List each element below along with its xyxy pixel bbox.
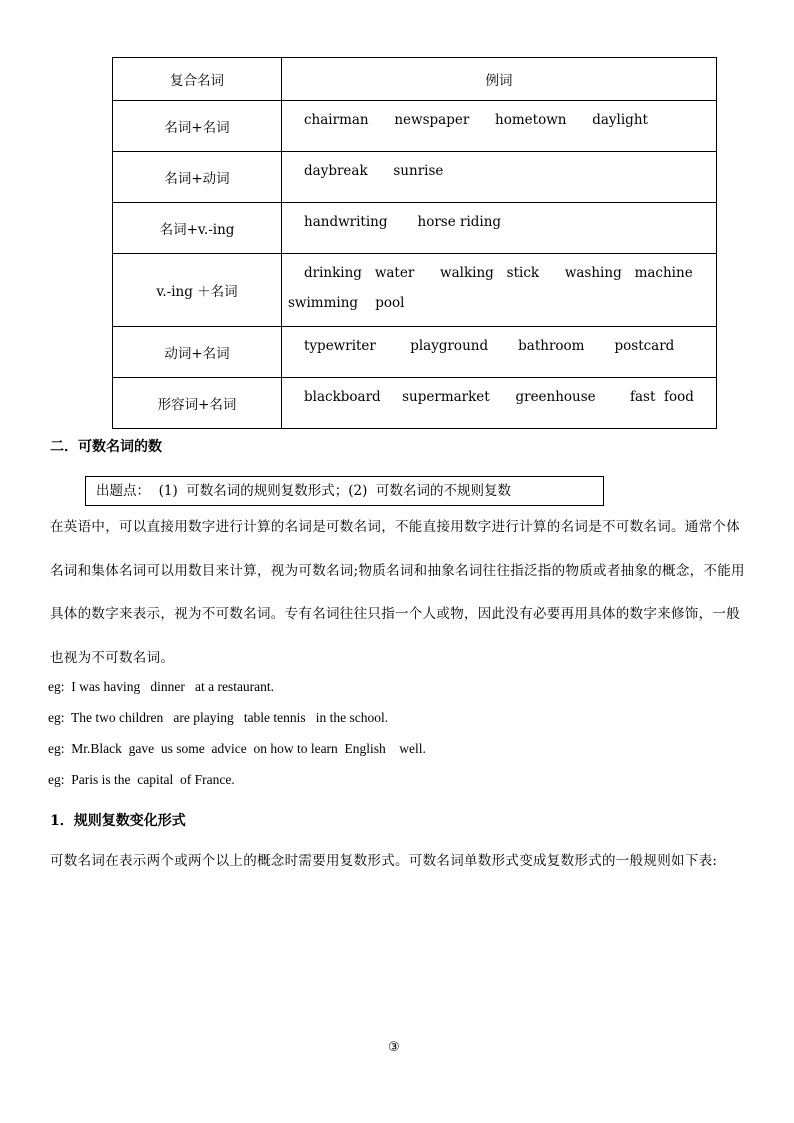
table-row bbox=[113, 378, 717, 429]
row-examples bbox=[282, 254, 717, 327]
table-header-row bbox=[113, 58, 717, 101]
example-line: swimming pool bbox=[288, 295, 405, 311]
table-row bbox=[113, 327, 717, 378]
example-line: daybreak sunrise bbox=[304, 163, 444, 179]
page-number: ③ bbox=[388, 1040, 400, 1055]
example-sentence: eg: I was having dinner at a restaurant. bbox=[48, 679, 275, 694]
example-sentence: eg: Mr.Black gave us some advice on how to learn English well. bbox=[48, 741, 426, 756]
row-type: 动词+名词 bbox=[113, 327, 282, 378]
row-type: 名词+动词 bbox=[113, 152, 282, 203]
example-line: blackboard supermarket greenhouse fast food bbox=[304, 389, 694, 405]
row-examples bbox=[282, 327, 717, 378]
header-compound-noun: 复合名词 bbox=[113, 58, 282, 101]
example-line: handwriting horse riding bbox=[304, 214, 502, 230]
exam-focus-box: 出题点： (1) 可数名词的规则复数形式；(2) 可数名词的不规则复数 bbox=[85, 476, 604, 506]
row-examples bbox=[282, 378, 717, 429]
table-row bbox=[113, 203, 717, 254]
example-line: typewriter playground bathroom postcard bbox=[304, 338, 675, 354]
plural-rule-paragraph: 可数名词在表示两个或两个以上的概念时需要用复数形式。可数名词单数形式变成复数形式的一般规则如下表: bbox=[50, 853, 718, 869]
table-row bbox=[113, 152, 717, 203]
row-type: 形容词+名词 bbox=[113, 378, 282, 429]
example-line: chairman newspaper hometown daylight bbox=[304, 112, 648, 128]
table-row bbox=[113, 254, 717, 327]
example-sentence: eg: Paris is the capital of France. bbox=[48, 772, 235, 787]
subsection-heading: 1．规则复数变化形式 bbox=[50, 813, 186, 829]
row-type: 名词+名词 bbox=[113, 101, 282, 152]
row-type: v.-ing ＋名词 bbox=[113, 254, 282, 327]
row-examples bbox=[282, 152, 717, 203]
row-examples bbox=[282, 203, 717, 254]
section-heading: 二．可数名词的数 bbox=[50, 439, 162, 455]
header-examples: 例词 bbox=[282, 58, 717, 101]
row-type: 名词+v.-ing bbox=[113, 203, 282, 254]
table-row bbox=[113, 101, 717, 152]
intro-paragraph: 在英语中，可以直接用数字进行计算的名词是可数名词，不能直接用数字进行计算的名词是不可数名词。通常个体名词和集体名词可以用数目来计算，视为可数名词;物质名词和抽象名词往往指泛指的物质或者抽象的概念，不能用具体的数字来表示，视为不可数名词。专有名词往往只指一个人或物，因此没有必要再用具体的数字来修饰，一般也视为不可数名词。 bbox=[50, 519, 745, 666]
row-examples bbox=[282, 101, 717, 152]
example-line: drinking water walking stick washing machine bbox=[304, 265, 693, 281]
compound-noun-table bbox=[112, 57, 717, 429]
example-sentence: eg: The two children are playing table tennis in the school. bbox=[48, 710, 389, 725]
